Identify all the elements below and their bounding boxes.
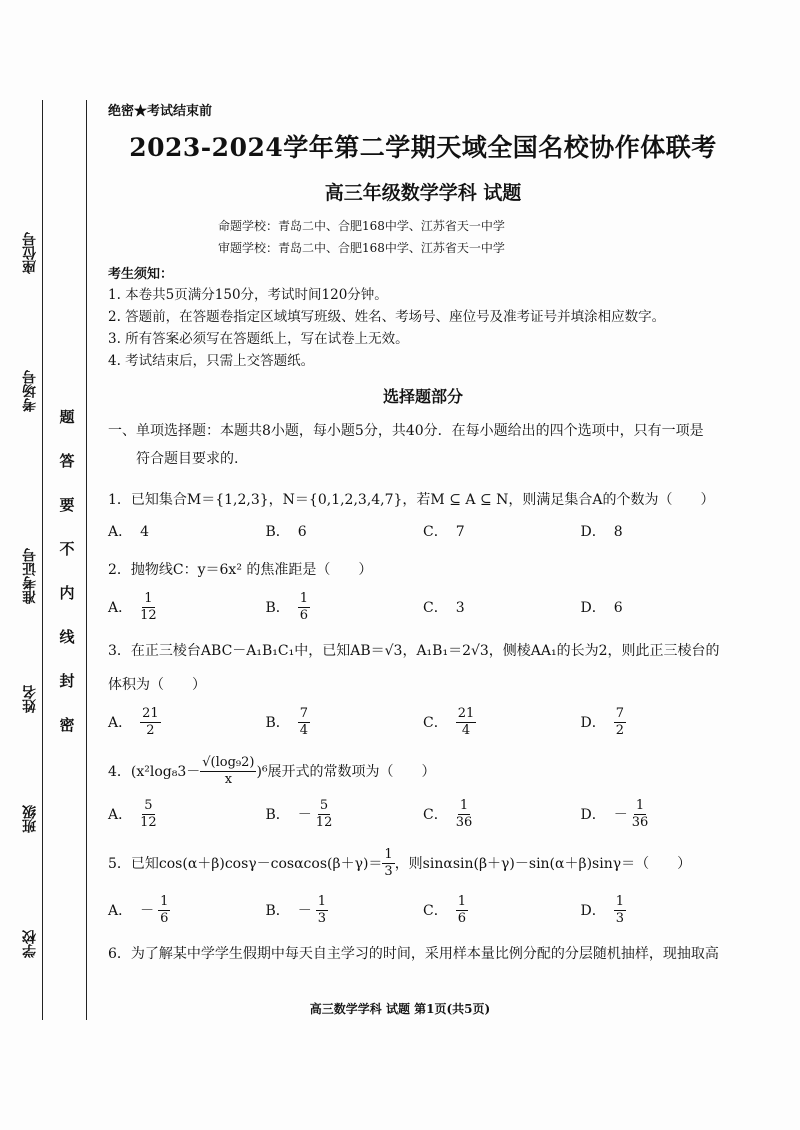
option-value: 6	[297, 524, 307, 540]
option-label: A．	[108, 806, 133, 823]
notice-heading: 考生须知：	[108, 267, 174, 282]
numerator: √(log₉2)	[202, 755, 255, 770]
seat-field-label: 座位号	[22, 232, 38, 274]
option-row	[108, 894, 738, 927]
denominator: 12	[315, 815, 333, 830]
fraction	[382, 847, 394, 880]
option-label: C．	[423, 599, 448, 616]
fraction	[456, 706, 477, 739]
numerator: 1	[144, 591, 153, 606]
option-label: B．	[265, 806, 290, 823]
minus-sign: －	[297, 902, 312, 919]
option-label: A．	[108, 714, 133, 731]
option-value: 7	[455, 524, 465, 540]
option-label: C．	[423, 902, 448, 919]
stem-part: 5．已知cos(α＋β)cosγ－cosαcos(β＋γ)＝	[108, 855, 383, 872]
fraction	[158, 894, 170, 927]
fraction	[456, 798, 473, 831]
option-value: 8	[613, 524, 623, 540]
fraction	[140, 706, 161, 739]
denominator: 6	[457, 911, 466, 926]
denominator: 3	[384, 864, 393, 879]
setter-schools: 命题学校：青岛二中、合肥168中学、江苏省天一中学	[218, 219, 505, 233]
numerator: 1	[384, 847, 393, 862]
option-label: C．	[423, 806, 448, 823]
denominator: x	[224, 772, 233, 787]
seal-char: 封	[59, 672, 75, 690]
notice-item: 4. 考试结束后，只需上交答题纸。	[108, 353, 315, 369]
exam-content	[108, 100, 738, 965]
fraction	[298, 591, 310, 624]
room-field-label: 考场号	[22, 370, 38, 412]
denominator: 4	[299, 723, 309, 738]
numerator: 21	[457, 706, 475, 721]
option-label: B．	[265, 714, 290, 731]
option-a	[108, 521, 266, 543]
notice-item: 2. 答题前，在答题卷指定区域填写班级、姓名、考场号、座位号及准考证号并填涂相应数字。	[108, 309, 666, 325]
option-label: A．	[108, 902, 133, 919]
option-label: B．	[265, 902, 290, 919]
seal-char: 题	[59, 408, 75, 426]
option-a	[108, 591, 266, 624]
option-a	[108, 706, 266, 739]
fraction	[316, 894, 328, 927]
fraction	[200, 755, 256, 788]
part-one-line: 一、单项选择题：本题共8小题，每小题5分，共40分．在每小题给出的四个选项中，只有一项是	[108, 423, 704, 439]
numerator: 5	[144, 798, 153, 813]
numerator: 1	[299, 591, 309, 606]
option-a	[108, 798, 266, 831]
binding-line-inner	[86, 100, 87, 1020]
denominator: 3	[317, 911, 327, 926]
option-d	[581, 597, 739, 619]
minus-sign: －	[140, 902, 155, 919]
option-b	[266, 894, 424, 927]
question-stem: 2．抛物线C：y＝6x² 的焦准距是（ ）	[108, 562, 373, 578]
option-label: A．	[108, 524, 133, 540]
seal-warning	[56, 395, 78, 747]
numerator: 1	[160, 894, 169, 909]
option-c	[423, 706, 581, 739]
denominator: 36	[455, 815, 473, 830]
option-c	[423, 597, 581, 619]
option-row	[108, 521, 738, 543]
option-c	[423, 894, 581, 927]
option-label: B．	[265, 599, 290, 616]
question-stem-continued: 体积为（ ）	[108, 677, 206, 693]
option-label: D．	[580, 599, 606, 616]
numerator: 7	[615, 706, 625, 721]
denominator: 2	[615, 723, 625, 738]
numerator: 5	[319, 798, 329, 813]
stem-part: )⁶展开式的常数项为（ ）	[256, 763, 436, 780]
binding-line-outer	[42, 100, 43, 1020]
name-field-label: 姓名	[22, 685, 38, 713]
seal-char: 答	[59, 452, 75, 470]
seal-char: 要	[59, 496, 75, 514]
denominator: 6	[299, 608, 309, 623]
fraction	[456, 894, 468, 927]
denominator: 12	[140, 608, 157, 623]
seal-char: 线	[59, 628, 75, 646]
option-value: 4	[140, 524, 150, 540]
denominator: 2	[146, 723, 155, 738]
numerator: 21	[142, 706, 159, 721]
fraction	[614, 706, 626, 739]
seal-char: 密	[59, 716, 75, 734]
question-stem: 1．已知集合M＝{1,2,3}，N＝{0,1,2,3,4,7}，若M ⊆ A ⊆ N，则满足集合A的个数为（ ）	[108, 492, 715, 508]
denominator: 36	[631, 815, 649, 830]
option-label: C．	[423, 714, 448, 731]
fraction	[298, 706, 310, 739]
option-b	[266, 706, 424, 739]
numerator: 7	[299, 706, 309, 721]
question-stem	[108, 847, 738, 880]
minus-sign: －	[297, 806, 312, 823]
exam-title: 2023-2024学年第二学期天域全国名校协作体联考	[129, 133, 717, 162]
option-label: D．	[580, 902, 606, 919]
school-field-label: 学校	[22, 930, 38, 958]
option-row	[108, 706, 738, 739]
option-label: D．	[580, 524, 606, 540]
option-label: D．	[580, 714, 606, 731]
denominator: 4	[461, 723, 471, 738]
exam-id-field-label: 准考证号	[22, 548, 38, 604]
option-label: D．	[580, 806, 606, 823]
option-row	[108, 798, 738, 831]
notice-item: 1. 本卷共5页满分150分，考试时间120分钟。	[108, 287, 388, 303]
seal-char: 不	[59, 540, 75, 558]
part-one-line: 符合题目要求的.	[136, 451, 239, 467]
part-one-instructions	[108, 417, 738, 473]
class-field-label: 班级	[22, 805, 38, 833]
option-label: B．	[265, 524, 290, 540]
numerator: 1	[457, 894, 466, 909]
notice-block	[108, 263, 738, 370]
reviewer-schools: 审题学校：青岛二中、合肥168中学、江苏省天一中学	[218, 241, 505, 255]
option-value: 3	[455, 599, 465, 616]
option-c	[423, 521, 581, 543]
numerator: 1	[615, 894, 625, 909]
fraction	[140, 591, 157, 624]
exam-subtitle: 高三年级数学学科 试题	[324, 182, 522, 204]
question-stem: 6．为了解某中学学生假期中每天自主学习的时间，采用样本量比例分配的分层随机抽样，现抽取高	[108, 946, 719, 962]
denominator: 3	[615, 911, 625, 926]
question-stem	[108, 755, 738, 788]
page-footer: 高三数学学科 试题 第1页(共5页)	[309, 1002, 491, 1016]
fraction	[614, 894, 626, 927]
stem-part: ，则sinαsin(β＋γ)－sin(α＋β)sinγ＝（ ）	[394, 855, 692, 872]
question-stem: 3．在正三棱台ABC－A₁B₁C₁中，已知AB＝√3，A₁B₁＝2√3，侧棱AA₁的长为2，则此正三棱台的	[108, 643, 720, 659]
option-b	[266, 521, 424, 543]
denominator: 6	[160, 911, 169, 926]
option-value: 6	[613, 599, 623, 616]
option-b	[266, 591, 424, 624]
option-b	[266, 798, 424, 831]
option-label: A．	[108, 599, 133, 616]
school-credits	[218, 215, 738, 259]
numerator: 1	[459, 798, 469, 813]
question-4	[108, 755, 738, 831]
seal-char: 内	[59, 584, 75, 602]
fraction	[316, 798, 333, 831]
question-2	[108, 559, 738, 624]
option-d	[581, 894, 739, 927]
secret-label: 绝密★考试结束前	[108, 104, 213, 119]
option-d	[581, 706, 739, 739]
binding-margin	[0, 0, 100, 1130]
notice-item: 3. 所有答案必须写在答题纸上，写在试卷上无效。	[108, 331, 409, 347]
question-1	[108, 489, 738, 543]
minus-sign: －	[613, 806, 628, 823]
question-3	[108, 640, 738, 739]
option-c	[423, 798, 581, 831]
option-d	[581, 798, 739, 831]
option-d	[581, 521, 739, 543]
numerator: 1	[317, 894, 327, 909]
option-row	[108, 591, 738, 624]
question-6	[108, 943, 738, 965]
fraction	[140, 798, 157, 831]
fraction	[632, 798, 649, 831]
denominator: 12	[140, 815, 157, 830]
section-title: 选择题部分	[382, 387, 463, 406]
option-label: C．	[423, 524, 448, 540]
numerator: 1	[635, 798, 645, 813]
question-5	[108, 847, 738, 927]
stem-part: 4．(x²log₈3－	[108, 763, 201, 780]
option-a	[108, 894, 266, 927]
